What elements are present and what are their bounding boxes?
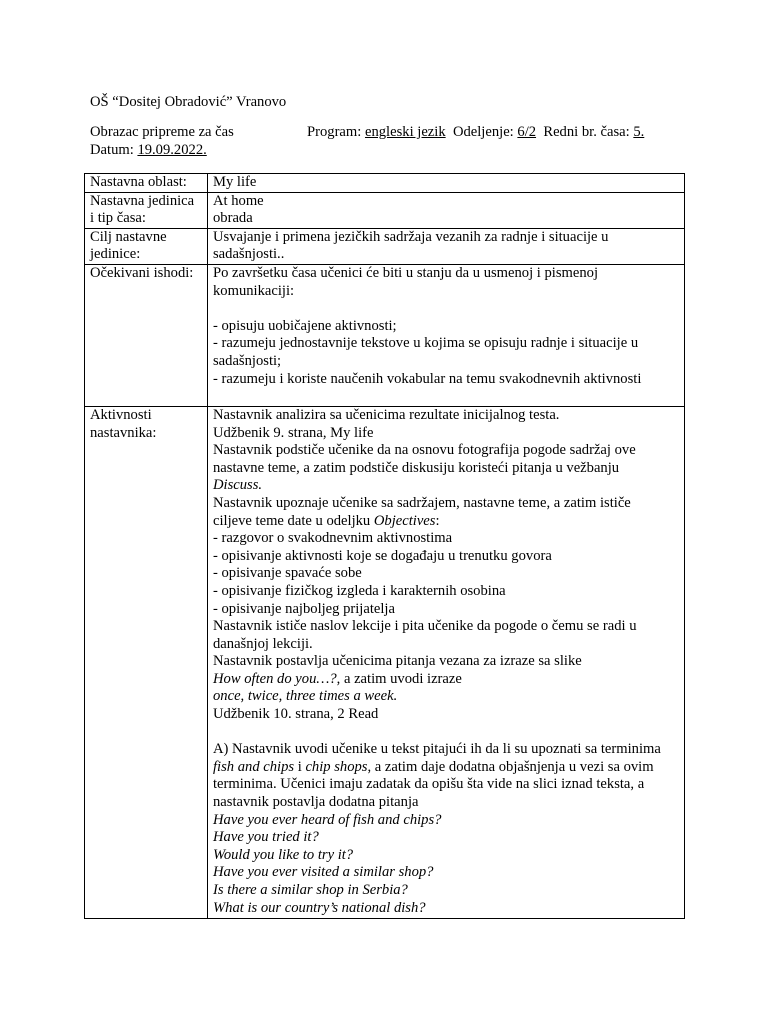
ishodi-line: komunikaciji: bbox=[213, 282, 295, 299]
aktivnosti-line bbox=[213, 671, 680, 689]
class-label: Odeljenje: bbox=[452, 124, 514, 140]
aktivnosti-line bbox=[213, 759, 680, 777]
program-value: engleski jezik bbox=[364, 124, 446, 140]
aktivnosti-label bbox=[85, 406, 208, 918]
aktivnosti-label-line: nastavnika: bbox=[90, 424, 157, 441]
ishodi-line: - razumeju jednostavnije tekstove u kojima se opisuju radnje i situacije u bbox=[213, 335, 639, 352]
cilj-label-line: jedinice: bbox=[90, 246, 141, 263]
aktivnosti-text: i bbox=[294, 758, 306, 775]
aktivnosti-text: ciljeve teme date u odeljku bbox=[213, 512, 374, 529]
aktivnosti-line: - razgovor o svakodnevnim aktivnostima bbox=[213, 530, 453, 547]
table-row bbox=[85, 264, 685, 406]
aktivnosti-line: Nastavnik podstiče učenike da na osnovu fotografija pogode sadržaj ove bbox=[213, 442, 636, 459]
jedinica-label-line: i tip časa: bbox=[90, 210, 146, 227]
ishodi-line: sadašnjosti; bbox=[213, 352, 282, 369]
aktivnosti-line: - opisivanje najboljeg prijatelja bbox=[213, 600, 395, 617]
ishodi-line: - opisuju uobičajene aktivnosti; bbox=[213, 317, 397, 334]
table-row bbox=[85, 406, 685, 918]
aktivnosti-line: once, twice, three times a week. bbox=[213, 688, 398, 705]
aktivnosti-line: Udžbenik 9. strana, My life bbox=[213, 424, 374, 441]
date-label: Datum: bbox=[90, 142, 134, 158]
objectives-term: Objectives bbox=[373, 512, 436, 529]
ishodi-label: Očekivani ishodi: bbox=[85, 264, 208, 406]
cilj-label bbox=[85, 228, 208, 264]
term-chip-shops: chip shops bbox=[305, 758, 368, 775]
aktivnosti-line: nastavne teme, a zatim podstiče diskusiju koristeći pitanja u vežbanju bbox=[213, 459, 620, 476]
question-line: Would you like to try it? bbox=[213, 846, 354, 863]
ishodi-blank-line bbox=[213, 300, 680, 318]
phrase-term: How often do you…? bbox=[213, 670, 337, 687]
aktivnosti-value bbox=[208, 406, 685, 918]
ishodi-line: - razumeju i koriste naučenih vokabular na temu svakodnevnih aktivnosti bbox=[213, 370, 642, 387]
aktivnosti-text: , a zatim daje dodatna objašnjenja u vezi sa ovim bbox=[367, 758, 654, 775]
jedinica-value bbox=[208, 192, 685, 228]
program-info bbox=[307, 124, 644, 142]
cilj-label-line: Cilj nastavne bbox=[90, 228, 167, 245]
date-value: 19.09.2022. bbox=[137, 142, 207, 158]
oblast-label: Nastavna oblast: bbox=[85, 174, 208, 193]
cilj-value-line: sadašnjosti.. bbox=[213, 246, 285, 263]
jedinica-value-line: obrada bbox=[213, 210, 253, 227]
aktivnosti-line: A) Nastavnik uvodi učenike u tekst pitajući ih da li su upoznati sa terminima bbox=[213, 741, 661, 758]
jedinica-label bbox=[85, 192, 208, 228]
aktivnosti-line: terminima. Učenici imaju zadatak da opišu šta vide na slici iznad teksta, a bbox=[213, 776, 645, 793]
ishodi-value bbox=[208, 264, 685, 406]
aktivnosti-line bbox=[213, 513, 680, 531]
question-line: Have you ever heard of fish and chips? bbox=[213, 811, 442, 828]
question-line: Have you tried it? bbox=[213, 829, 319, 846]
aktivnosti-line: Nastavnik ističe naslov lekcije i pita učenike da pogode o čemu se radi u bbox=[213, 618, 637, 635]
aktivnosti-line: današnjoj lekciji. bbox=[213, 635, 313, 652]
table-row bbox=[85, 174, 685, 193]
jedinica-label-line: Nastavna jedinica bbox=[90, 192, 195, 209]
ishodi-line: Po završetku časa učenici će biti u stanju da u usmenoj i pismenoj bbox=[213, 264, 599, 281]
aktivnosti-text: , a zatim uvodi izraze bbox=[336, 670, 462, 687]
aktivnosti-line: - opisivanje spavaće sobe bbox=[213, 565, 362, 582]
aktivnosti-line: nastavnik postavlja dodatna pitanja bbox=[213, 794, 419, 811]
aktivnosti-label-line: Aktivnosti bbox=[90, 406, 152, 423]
aktivnosti-line: - opisivanje aktivnosti koje se događaju u trenutku govora bbox=[213, 547, 552, 564]
class-value: 6/2 bbox=[517, 124, 537, 140]
aktivnosti-text: : bbox=[435, 512, 440, 529]
table-row bbox=[85, 228, 685, 264]
cilj-value bbox=[208, 228, 685, 264]
aktivnosti-line: Nastavnik postavlja učenicima pitanja vezana za izraze sa slike bbox=[213, 653, 582, 670]
aktivnosti-line: Udžbenik 10. strana, 2 Read bbox=[213, 706, 379, 723]
term-fish-and-chips: fish and chips bbox=[213, 758, 295, 775]
aktivnosti-line: - opisivanje fizičkog izgleda i karakternih osobina bbox=[213, 582, 506, 599]
form-title: Obrazac pripreme za čas bbox=[90, 124, 234, 140]
school-name: OŠ “Dositej Obradović” Vranovo bbox=[90, 94, 287, 110]
jedinica-value-line: At home bbox=[213, 192, 264, 209]
aktivnosti-line: Nastavnik analizira sa učenicima rezultate inicijalnog testa. bbox=[213, 406, 560, 423]
date-line bbox=[90, 142, 207, 160]
oblast-value: My life bbox=[208, 174, 685, 193]
lesson-number-value: 5. bbox=[633, 124, 645, 140]
cilj-value-line: Usvajanje i primena jezičkih sadržaja vezanih za radnje i situacije u bbox=[213, 228, 609, 245]
aktivnosti-blank-line bbox=[213, 724, 680, 742]
aktivnosti-line: Discuss. bbox=[213, 477, 263, 494]
table-row bbox=[85, 192, 685, 228]
question-line: Is there a similar shop in Serbia? bbox=[213, 882, 408, 898]
lesson-number-label: Redni br. časa: bbox=[543, 124, 630, 140]
lesson-plan-table bbox=[84, 173, 685, 919]
question-line: Have you ever visited a similar shop? bbox=[213, 864, 434, 881]
aktivnosti-line: Nastavnik upoznaje učenike sa sadržajem, nastavne teme, a zatim ističe bbox=[213, 494, 631, 511]
program-label: Program: bbox=[307, 124, 362, 140]
question-line: What is our country’s national dish? bbox=[213, 899, 426, 916]
